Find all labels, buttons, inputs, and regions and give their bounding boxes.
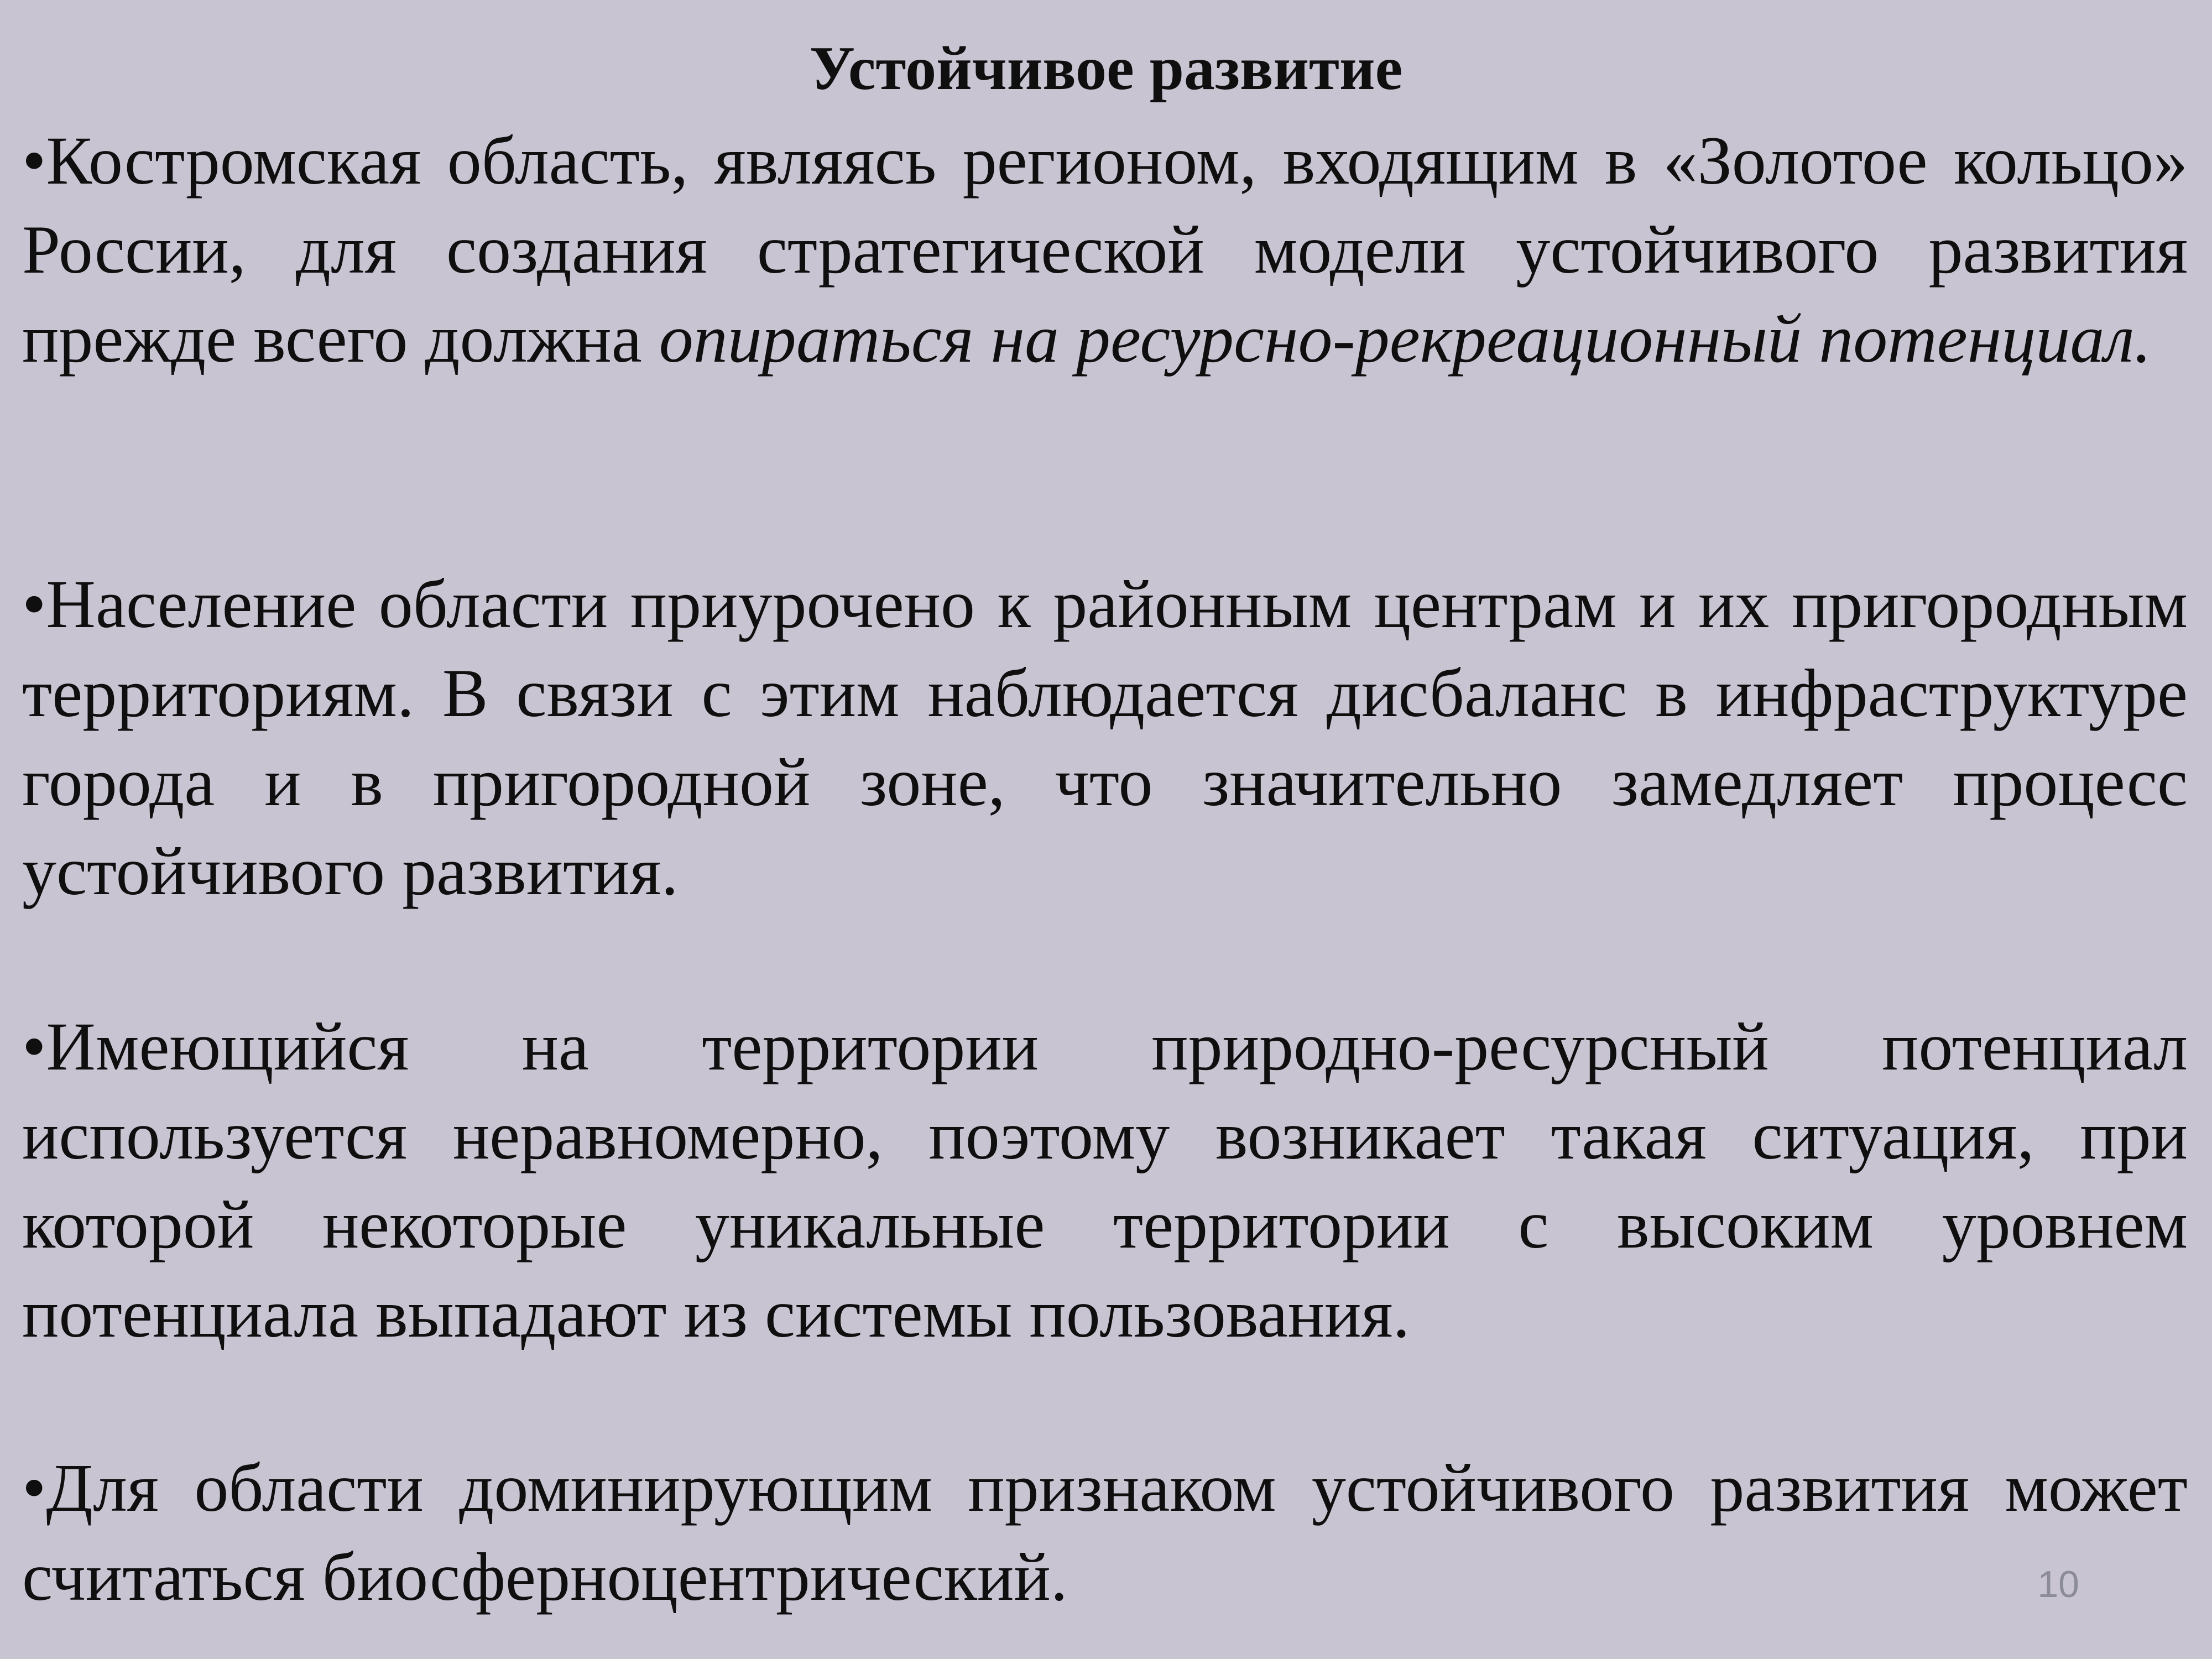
paragraph-text: Население области приурочено к районным центрам и их пригородным территориям. В связи с этим наблюдается дисбаланс в инфраструктуре города и в пригородной зоне, что значительно замедляет процесс устойчивого развития. <box>22 566 2188 909</box>
bullet-marker: • <box>22 566 46 642</box>
paragraph-emphasis-text: опираться на ресурсно-рекреационный потенциал. <box>659 301 2152 377</box>
paragraph-population <box>22 560 2188 916</box>
slide-title: Устойчивое развитие <box>809 34 1403 103</box>
paragraph-dominant-feature <box>22 1443 2188 1621</box>
bullet-marker: • <box>22 1450 46 1526</box>
paragraph-text: Костромская область, являясь регионом, входящим в «Золотое кольцо» России, для создания стратегической модели устойчивого развития прежде всего должна <box>22 123 2188 377</box>
bullet-marker: • <box>22 123 46 199</box>
paragraph-resource-potential <box>22 1002 2188 1358</box>
paragraph-text: Имеющийся на территории природно-ресурсный потенциал используется неравномерно, поэтому возникает такая ситуация, при которой некоторые уникальные территории с высоким уровнем потенциала выпадают из системы пользования. <box>22 1009 2188 1352</box>
paragraph-text: Для области доминирующим признаком устойчивого развития может считаться биосферноцентрический. <box>22 1450 2188 1615</box>
paragraph-kostroma-region <box>22 116 2188 383</box>
page-number: 10 <box>2037 1563 2079 1605</box>
bullet-marker: • <box>22 1009 46 1084</box>
